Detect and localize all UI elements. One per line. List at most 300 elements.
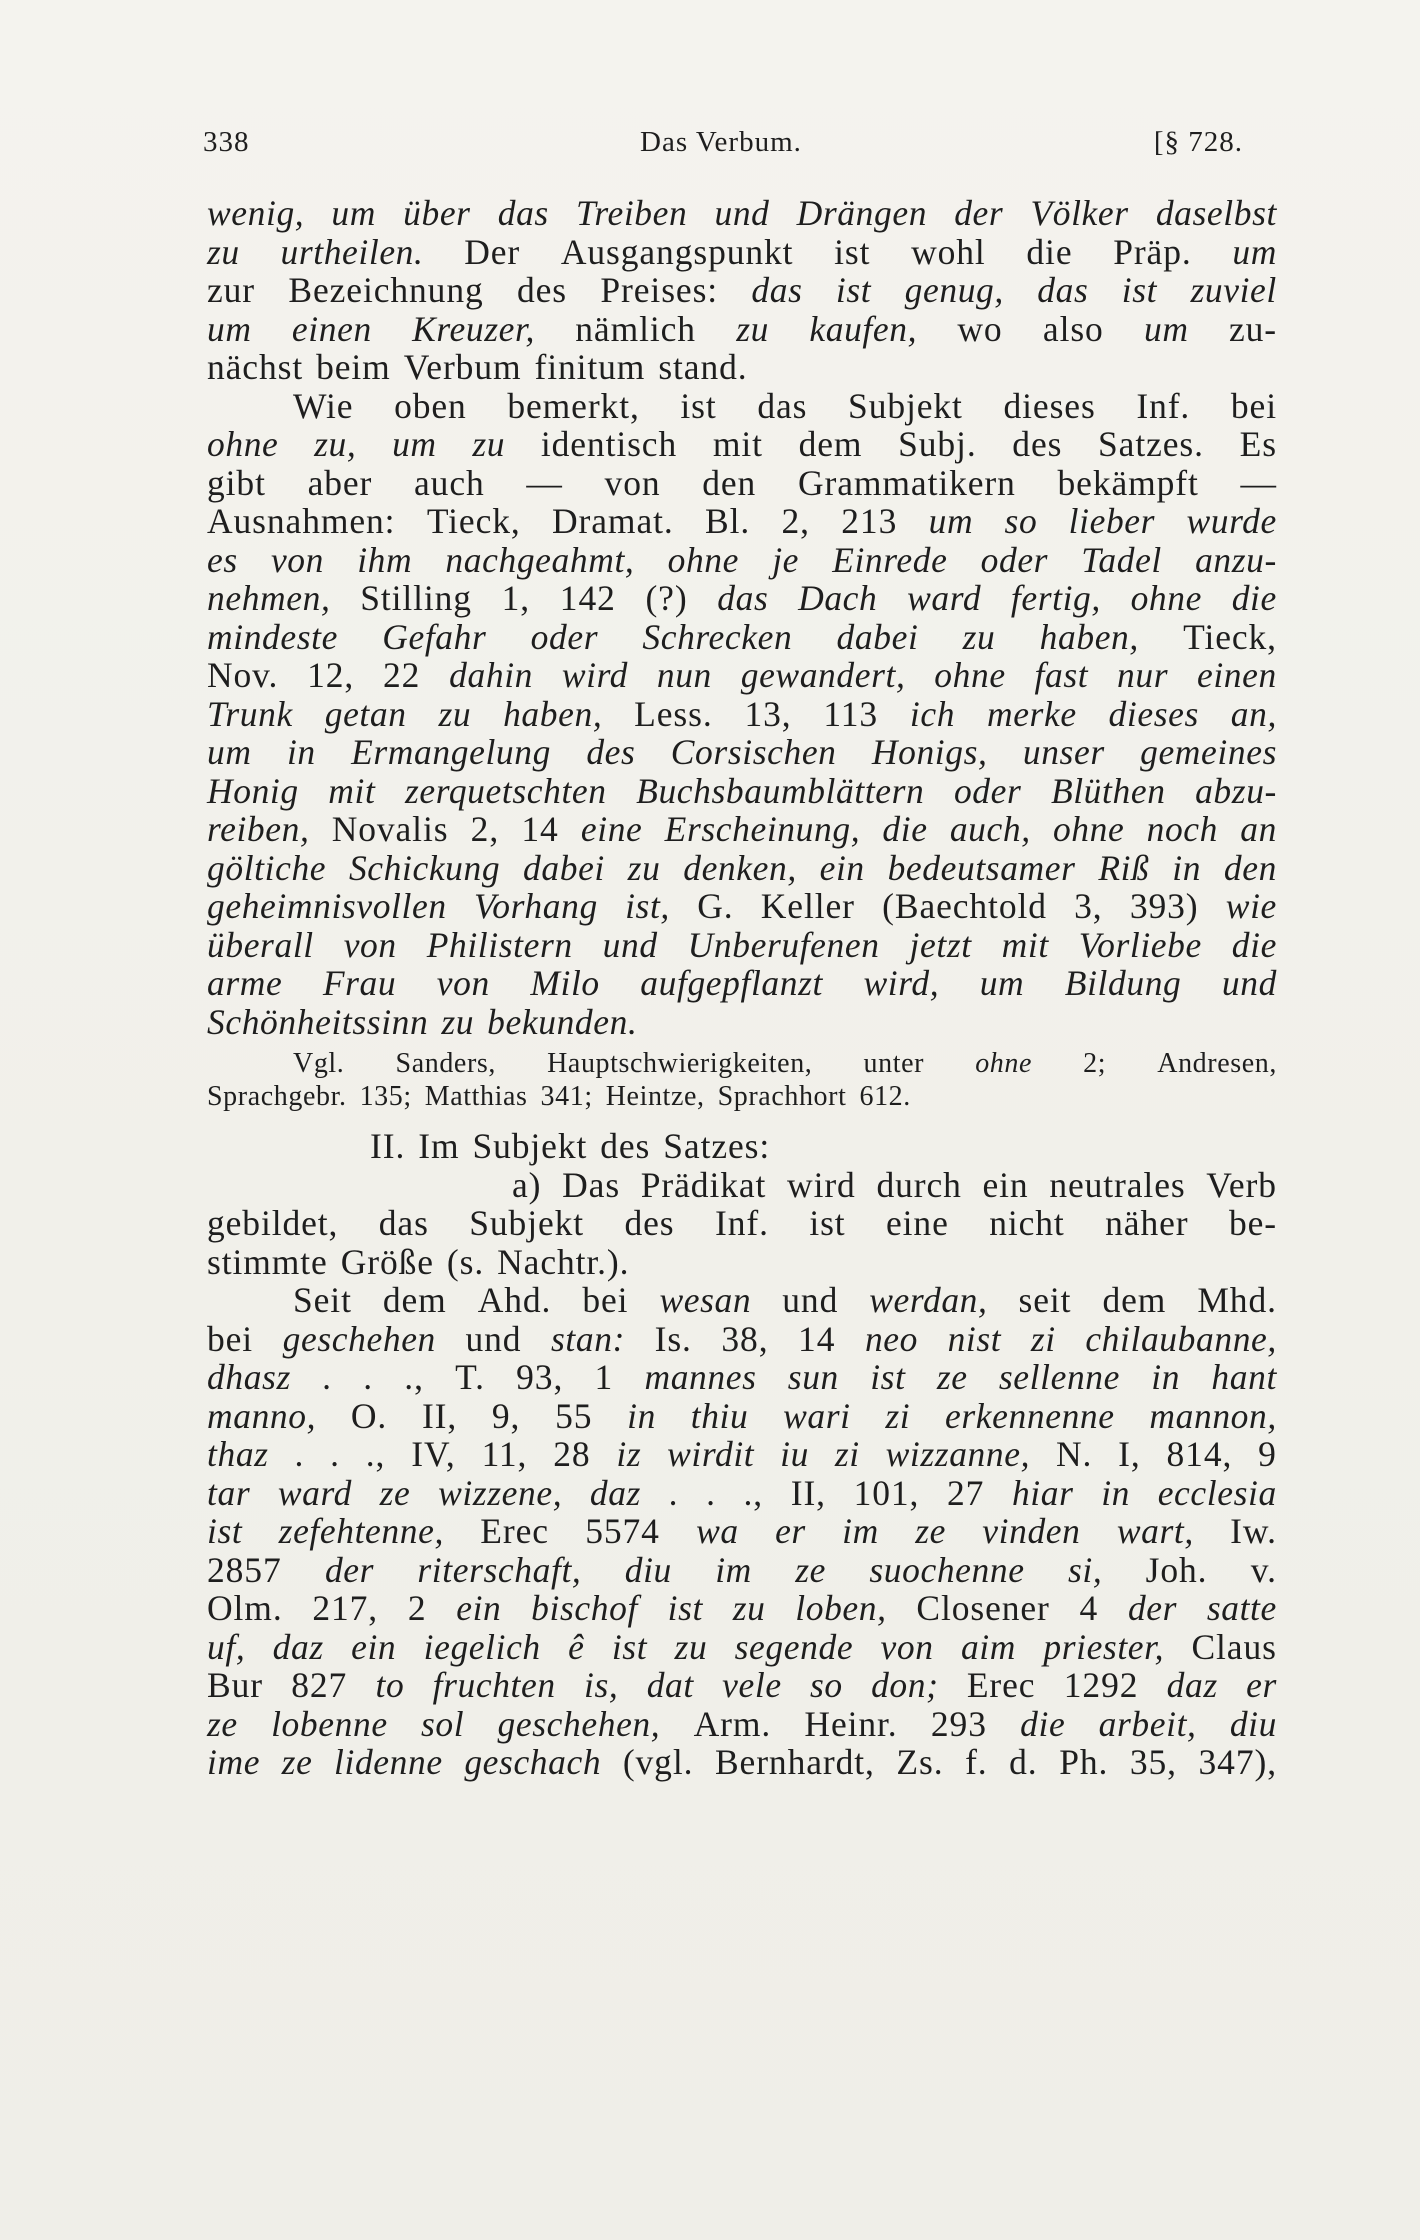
word: ist: [611, 1626, 648, 1667]
word: um: [979, 963, 1025, 1003]
text-line: [207, 849, 1277, 888]
word: ecclesia: [1157, 1472, 1277, 1513]
word: ist: [870, 1357, 906, 1397]
word: in: [286, 732, 316, 772]
word: zu: [441, 1001, 475, 1042]
word: und: [1221, 963, 1277, 1003]
word: Sprachgebr.: [207, 1081, 347, 1112]
word: ward: [907, 578, 982, 618]
word: ze: [936, 1357, 968, 1397]
text-line: [207, 1628, 1277, 1667]
word: mindeste: [207, 616, 338, 657]
word: Seit: [293, 1280, 352, 1320]
text-line: [207, 541, 1277, 580]
word: ohne: [667, 539, 740, 580]
word: die: [1020, 1703, 1066, 1744]
word: es: [207, 539, 238, 580]
word: beim: [316, 347, 391, 387]
word: nämlich: [575, 308, 696, 349]
text-line: [207, 733, 1277, 772]
word: Erec: [966, 1665, 1036, 1705]
word: überall: [207, 924, 314, 965]
word: 2: [407, 1588, 427, 1628]
word: 13,: [744, 693, 792, 734]
word: ist,: [625, 886, 670, 926]
running-header: [203, 126, 1243, 162]
word: Honig: [207, 770, 299, 811]
word: und: [782, 1280, 839, 1320]
word: das: [497, 193, 549, 233]
word: II,: [790, 1472, 826, 1513]
word: .,: [743, 1472, 764, 1513]
word: Größe: [340, 1241, 434, 1282]
word: 38,: [721, 1318, 769, 1359]
word: mannes: [644, 1357, 757, 1397]
word: dem: [382, 1280, 447, 1320]
text-line: [207, 1397, 1277, 1436]
word: arme: [207, 963, 283, 1003]
word: ime: [207, 1742, 261, 1782]
text-line: [207, 1281, 1277, 1320]
word: Sanders,: [395, 1048, 496, 1079]
word: 3,: [1074, 886, 1103, 926]
word: 4: [1079, 1588, 1099, 1628]
word: suochenne: [869, 1549, 1025, 1590]
word: 612.: [859, 1081, 911, 1112]
text-line: [207, 1589, 1277, 1628]
word: aufgepflanzt: [640, 963, 824, 1003]
word: Arm.: [693, 1703, 772, 1744]
word: geschehen,: [497, 1703, 661, 1744]
word: Im: [418, 1126, 460, 1166]
word: .: [294, 1434, 305, 1474]
word: iegelich: [423, 1626, 541, 1667]
word: —: [1240, 462, 1277, 503]
word: gibt: [207, 462, 266, 503]
word: bei: [582, 1280, 629, 1320]
word: eine: [886, 1203, 949, 1243]
word: ist: [667, 1588, 703, 1628]
word: der: [324, 1549, 375, 1590]
word: uf,: [207, 1626, 246, 1667]
word: und: [714, 193, 770, 233]
word: kaufen,: [809, 308, 918, 349]
word: in: [627, 1395, 656, 1436]
word: Hauptschwierigkeiten,: [547, 1048, 813, 1079]
word: zur: [207, 270, 256, 310]
word: Keller: [760, 886, 855, 926]
word: Zs.: [896, 1742, 944, 1782]
word: genug,: [904, 270, 1004, 310]
word: die: [882, 809, 928, 849]
word: 5574: [585, 1511, 660, 1551]
word: Einrede: [832, 539, 948, 580]
word: Subj.: [898, 424, 977, 464]
word: ê: [568, 1626, 585, 1667]
word: 2,: [781, 501, 810, 541]
word: dhasz: [207, 1357, 291, 1397]
word: Das: [562, 1164, 621, 1205]
word: thiu: [690, 1395, 749, 1436]
word: die: [1026, 231, 1073, 272]
word: im: [715, 1549, 752, 1590]
word: (vgl.: [622, 1742, 694, 1782]
word: zu: [207, 231, 240, 272]
word: des: [586, 732, 636, 772]
word: Der: [464, 231, 521, 272]
word: haben,: [1039, 616, 1139, 657]
word: Ermangelung: [351, 732, 551, 772]
word: Vorliebe: [1078, 924, 1202, 965]
word: si,: [1067, 1549, 1103, 1590]
word: Tieck,: [1183, 616, 1277, 657]
word: ward: [277, 1472, 352, 1513]
word: wart,: [1116, 1511, 1194, 1551]
text-line: [207, 1127, 1277, 1166]
word: das: [757, 385, 808, 426]
word: des: [600, 1126, 651, 1166]
word: ist: [809, 1203, 846, 1243]
word: daz: [589, 1472, 641, 1513]
word: Bur: [207, 1665, 263, 1705]
word: Treiben: [575, 193, 688, 233]
word: IV,: [411, 1434, 456, 1474]
paragraph-subject-section: [207, 1127, 1277, 1782]
word: ohne: [934, 655, 1006, 695]
word: Subjekt: [469, 1203, 585, 1243]
word: .: [322, 1357, 332, 1397]
word: T.: [455, 1357, 485, 1397]
word: von: [436, 963, 490, 1003]
word: des: [624, 1203, 675, 1243]
word: Closener: [916, 1588, 1050, 1628]
word: ein: [456, 1588, 502, 1628]
word: stimmte: [207, 1241, 328, 1282]
word: um: [392, 424, 437, 464]
word: stand.: [658, 347, 748, 387]
word: II.: [370, 1126, 406, 1166]
word: daz: [1166, 1665, 1218, 1705]
word: wenig,: [207, 193, 305, 233]
word: Stilling: [360, 578, 472, 618]
word: iu: [780, 1434, 809, 1474]
word: aim: [960, 1626, 1016, 1667]
word: finitum: [534, 347, 646, 387]
text-line: [207, 1435, 1277, 1474]
word: näher: [1105, 1203, 1189, 1243]
word: nachgeahmt,: [445, 539, 635, 580]
word: geschach: [464, 1742, 602, 1782]
word: II,: [421, 1395, 458, 1436]
word: von: [270, 539, 325, 580]
word: so: [810, 1665, 843, 1705]
word: Schrecken: [642, 616, 793, 657]
word: satte: [1206, 1588, 1277, 1628]
word: hant: [1211, 1357, 1277, 1397]
word: noch: [1146, 809, 1219, 849]
word: ist: [680, 385, 717, 426]
word: von: [880, 1626, 934, 1667]
word: in: [1172, 847, 1202, 888]
word: zi: [1030, 1318, 1056, 1359]
word: zi: [885, 1395, 911, 1436]
word: wohl: [911, 231, 986, 272]
word: an,: [1230, 693, 1277, 734]
word: dieses: [1003, 385, 1096, 426]
word: 113: [823, 693, 879, 734]
word: 1292: [1063, 1665, 1139, 1705]
word: um: [928, 501, 974, 541]
word: einen: [1196, 655, 1277, 695]
word: Corsischen: [670, 732, 837, 772]
word: zu: [438, 693, 472, 734]
word: Heintze,: [605, 1081, 705, 1112]
word: sol: [420, 1703, 465, 1744]
word: die: [1231, 924, 1277, 965]
word: diu: [624, 1549, 672, 1590]
word: ohne: [207, 424, 279, 464]
word: bei: [207, 1318, 254, 1359]
paragraph-main: [207, 194, 1277, 1041]
word: Vgl.: [293, 1048, 345, 1079]
word: eine: [580, 809, 643, 849]
text-line: [207, 1743, 1277, 1782]
word: gewandert,: [740, 655, 906, 695]
word: Iw.: [1230, 1511, 1277, 1551]
word: lobenne: [271, 1703, 388, 1744]
word: hiar: [1011, 1472, 1074, 1513]
word: neo: [864, 1318, 918, 1359]
word: auch: [414, 462, 485, 503]
word: 213: [841, 501, 898, 541]
word: Gefahr: [382, 616, 487, 657]
word: Kreuzer,: [412, 308, 535, 349]
word: ohne: [1052, 809, 1125, 849]
text-line: [207, 194, 1277, 233]
word: bei: [1230, 385, 1277, 426]
word: Drängen: [796, 193, 928, 233]
word: bedeutsamer: [887, 847, 1076, 888]
word: ze: [281, 1742, 313, 1782]
word: 2857: [207, 1549, 282, 1590]
word: Philistern: [426, 924, 573, 965]
word: .: [330, 1434, 340, 1474]
word: erkennenne: [945, 1395, 1115, 1436]
word: Novalis: [331, 809, 449, 849]
text-line: [207, 1204, 1277, 1243]
word: Verbum: [403, 347, 522, 387]
word: Andresen,: [1157, 1048, 1277, 1079]
word: iz: [616, 1434, 642, 1474]
word: Nachtr.).: [497, 1241, 630, 1282]
word: Nov.: [207, 655, 279, 695]
word: manno,: [207, 1395, 317, 1436]
word: wird: [561, 655, 629, 695]
word: zu: [627, 847, 661, 888]
word: geheimnisvollen: [207, 886, 447, 926]
word: Claus: [1191, 1626, 1277, 1667]
word: bekunden.: [487, 1001, 638, 1042]
word: Buchsbaumblättern: [636, 770, 925, 811]
word: aber: [307, 462, 373, 503]
word: Inf.: [714, 1203, 769, 1243]
word: zu: [674, 1626, 708, 1667]
word: Bezeichnung: [288, 270, 484, 310]
word: bekämpft: [1057, 462, 1199, 503]
word: vele: [722, 1665, 782, 1705]
word: von: [343, 924, 397, 965]
word: dem: [798, 424, 863, 464]
text-line: [207, 887, 1277, 926]
word: arbeit,: [1098, 1703, 1197, 1744]
word: einen: [291, 308, 372, 349]
word: an: [1240, 809, 1277, 849]
word: er: [1246, 1665, 1277, 1705]
word: 341;: [540, 1081, 593, 1112]
word: ich: [909, 693, 956, 734]
word: Blüthen: [1050, 770, 1166, 811]
word: durch: [876, 1164, 962, 1205]
word: Trunk: [207, 693, 293, 734]
word: d.: [1009, 1742, 1038, 1782]
word: Bernhardt,: [714, 1742, 875, 1782]
word: ist: [207, 1511, 243, 1551]
word: Prädikat: [640, 1164, 767, 1205]
text-line: [207, 1243, 1277, 1282]
word: .: [706, 1472, 716, 1513]
word: Tieck,: [426, 501, 521, 541]
word: haben,: [503, 693, 603, 734]
word: der: [1127, 1588, 1178, 1628]
word: N.: [1055, 1434, 1093, 1474]
word: 293: [930, 1703, 987, 1744]
word: abzu-: [1195, 770, 1277, 811]
word: um: [331, 193, 376, 233]
word: ohne: [975, 1048, 1033, 1079]
word: Schickung: [348, 847, 501, 888]
text-line: [207, 926, 1277, 965]
word: göltiche: [207, 847, 327, 888]
word: 9,: [491, 1395, 521, 1436]
word: Ausgangspunkt: [560, 231, 794, 272]
word: ist: [835, 270, 872, 310]
word: ihm: [357, 539, 413, 580]
word: das: [378, 1203, 429, 1243]
page-number: 338: [203, 126, 250, 158]
word: lieber: [1068, 501, 1156, 541]
word: 217,: [312, 1588, 379, 1628]
word: zu: [736, 308, 770, 349]
word: zefehtenne,: [278, 1511, 444, 1551]
word: Is.: [654, 1318, 692, 1359]
word: das: [1037, 270, 1089, 310]
word: diu: [1229, 1703, 1277, 1744]
word: also: [1042, 308, 1104, 349]
word: Matthias: [424, 1081, 528, 1112]
word: Joh.: [1145, 1549, 1208, 1590]
word: ze: [379, 1472, 411, 1513]
word: ist: [834, 231, 871, 272]
word: thaz: [207, 1434, 269, 1474]
word: fruchten: [432, 1665, 556, 1705]
word: Unberufenen: [687, 924, 880, 965]
word: ein: [819, 847, 865, 888]
word: er: [775, 1511, 806, 1551]
word: 27: [946, 1472, 985, 1513]
word: zi: [834, 1434, 860, 1474]
word: ein: [982, 1164, 1029, 1205]
word: Ahd.: [477, 1280, 552, 1320]
word: loben,: [795, 1588, 887, 1628]
word: daz: [272, 1626, 324, 1667]
word: der: [954, 193, 1004, 233]
word: ein: [351, 1626, 397, 1667]
word: Bl.: [705, 501, 751, 541]
word: wa: [696, 1511, 739, 1551]
section-marker: [§ 728.: [1153, 126, 1243, 158]
word: riterschaft,: [417, 1549, 582, 1590]
word: mit: [328, 770, 376, 811]
word: jetzt: [909, 924, 972, 965]
word: den: [702, 462, 757, 503]
word: Erscheinung,: [664, 809, 861, 849]
word: oder: [953, 770, 1022, 811]
text-line: [207, 772, 1277, 811]
word: Less.: [634, 693, 713, 734]
word: ze: [795, 1549, 827, 1590]
word: tar: [207, 1472, 251, 1513]
word: das: [751, 270, 803, 310]
word: 12,: [307, 655, 355, 695]
word: is,: [584, 1665, 619, 1705]
text-line: [207, 464, 1277, 503]
word: nicht: [989, 1203, 1065, 1243]
word: .,: [365, 1434, 386, 1474]
word: um: [1144, 308, 1189, 349]
word: Erec: [480, 1511, 549, 1551]
word: Riß: [1098, 847, 1150, 888]
text-line: [207, 810, 1277, 849]
word: nun: [656, 655, 712, 695]
word: getan: [324, 693, 407, 734]
word: Frau: [322, 963, 397, 1003]
text-line: [207, 656, 1277, 695]
word: 347),: [1198, 1742, 1277, 1782]
text-line: [207, 1047, 1277, 1080]
word: 9: [1258, 1434, 1277, 1474]
word: Milo: [530, 963, 600, 1003]
word: mannon,: [1149, 1395, 1277, 1436]
word: werdan,: [869, 1280, 988, 1320]
word: chilaubanne,: [1085, 1318, 1277, 1359]
word: Grammatikern: [797, 462, 1016, 503]
word: seit: [1018, 1280, 1072, 1320]
word: lidenne: [334, 1742, 443, 1782]
word: des: [517, 270, 568, 310]
word: .: [363, 1357, 374, 1397]
word: wesan: [659, 1280, 752, 1320]
footnote-references: [207, 1047, 1277, 1113]
word: des: [1012, 424, 1063, 464]
text-line: [207, 1705, 1277, 1744]
word: 55: [555, 1395, 593, 1436]
text-body: [207, 194, 1277, 1782]
word: dieses: [1108, 693, 1199, 734]
word: fertig,: [1010, 578, 1101, 618]
word: geschehen: [282, 1318, 436, 1359]
word: —: [526, 462, 563, 503]
word: zerquetschten: [404, 770, 607, 811]
